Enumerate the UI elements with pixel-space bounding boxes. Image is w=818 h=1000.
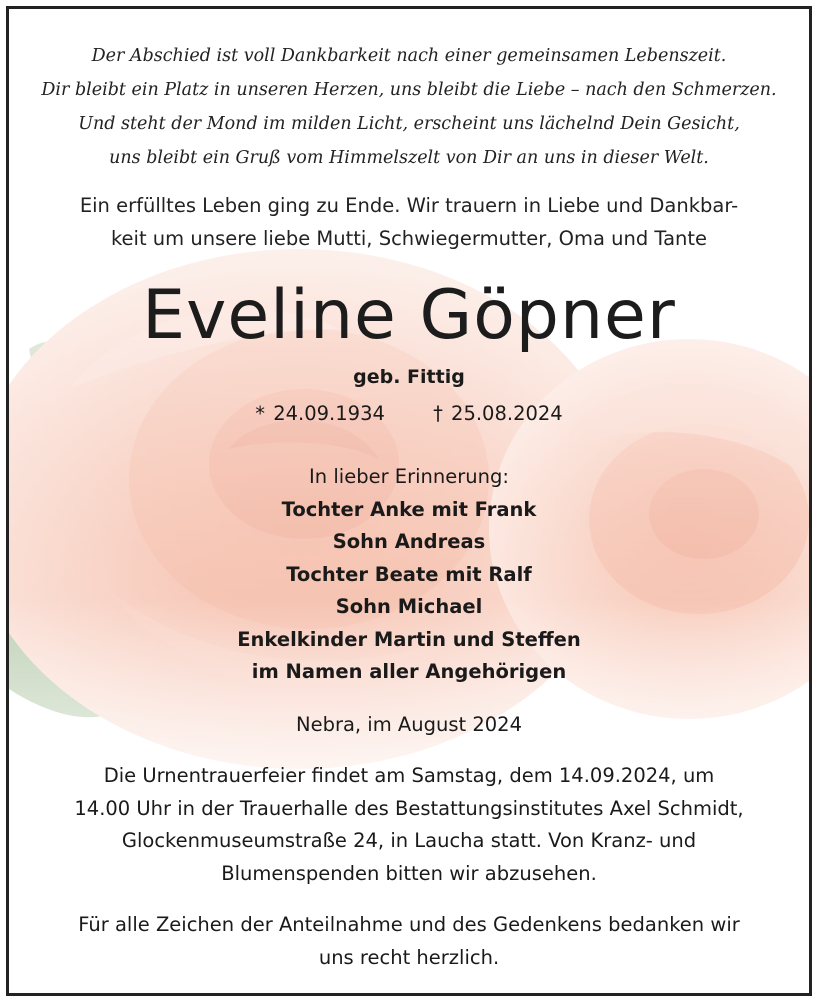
service-line: Glockenmuseumstraße 24, in Laucha statt. Von Kranz- und (121, 829, 697, 852)
memory-lead: In lieber Erinnerung: (309, 465, 509, 488)
thanks-text (9, 909, 809, 974)
death-date: † 25.08.2024 (433, 402, 563, 425)
mourner: im Namen aller Angehörigen (251, 660, 567, 683)
poem-line: uns bleibt ein Gruß vom Himmelszelt von Dir an uns in dieser Welt. (109, 148, 709, 168)
service-line: 14.00 Uhr in der Trauerhalle des Bestattungsinstitutes Axel Schmidt, (74, 796, 744, 820)
life-dates (9, 399, 809, 429)
service-line: Die Urnentrauerfeier findet am Samstag, dem 14.09.2024, um (103, 764, 715, 787)
deceased-name: Eveline Göpner (142, 276, 676, 355)
obituary-notice (6, 6, 812, 996)
mourner: Tochter Beate mit Ralf (286, 562, 532, 586)
mourner: Sohn Andreas (332, 530, 486, 553)
maiden-name: geb. Fittig (353, 366, 465, 388)
poem-line: Der Abschied ist voll Dankbarkeit nach einer gemeinsamen Lebenszeit. (91, 46, 727, 66)
intro-line: Ein erfülltes Leben ging zu Ende. Wir trauern in Liebe und Dankbar- (79, 194, 739, 217)
service-line: Blumenspenden bitten wir abzusehen. (221, 861, 597, 885)
poem (9, 39, 809, 175)
mourner: Sohn Michael (335, 595, 483, 618)
birth-date: * 24.09.1934 (255, 402, 385, 425)
thanks-line: Für alle Zeichen der Anteilnahme und des Gedenkens bedanken wir (78, 913, 740, 936)
service-info (9, 760, 809, 890)
thanks-line: uns recht herzlich. (318, 945, 500, 969)
intro-line: keit um unsere liebe Mutti, Schwiegermutter, Oma und Tante (110, 227, 708, 250)
mourner: Tochter Anke mit Frank (281, 497, 537, 521)
intro-text (9, 189, 809, 255)
mourner: Enkelkinder Martin und Steffen (237, 627, 581, 651)
poem-line: Und steht der Mond im milden Licht, erscheint uns lächelnd Dein Gesicht, (78, 114, 740, 134)
poem-line: Dir bleibt ein Platz in unseren Herzen, uns bleibt die Liebe – nach den Schmerzen. (41, 80, 777, 100)
mourners-list (9, 461, 809, 689)
place-date: Nebra, im August 2024 (295, 713, 522, 736)
